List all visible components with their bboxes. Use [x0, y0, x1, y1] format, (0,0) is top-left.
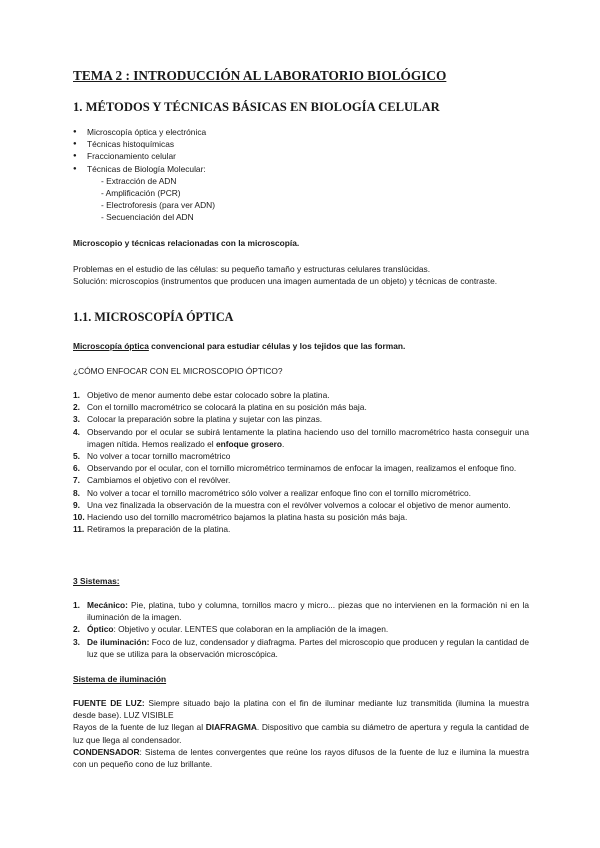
solution-text: Solución: microscopios (instrumentos que producen una imagen aumentada de un objeto) y técnicas de contraste.: [73, 276, 498, 287]
illumination-paragraph: [73, 697, 529, 770]
sub-item: - Secuenciación del ADN: [101, 212, 194, 223]
list-item: 2. Con el tornillo macrométrico se colocará la platina en su posición más baja.: [73, 402, 367, 413]
focus-question: ¿CÓMO ENFOCAR CON EL MICROSCOPIO ÓPTICO?: [73, 366, 283, 376]
list-item: 9. Una vez finalizada la observación de la muestra con el revólver volvemos a colocar el objetivo de menor aumento.: [73, 499, 511, 510]
document-title: TEMA 2 : INTRODUCCIÓN AL LABORATORIO BIOLÓGICO: [73, 68, 447, 83]
problems-text: Problemas en el estudio de las células: su pequeño tamaño y estructuras celulares translúcidas.: [73, 264, 431, 274]
sub-item: - Amplificación (PCR): [101, 188, 181, 199]
list-item: ● Fraccionamiento celular: [73, 150, 529, 162]
systems-list: [73, 599, 529, 660]
list-item: ● Técnicas histoquímicas: [73, 138, 529, 150]
list-item: 10. Haciendo uso del tornillo macrométrico bajamos la platina hasta su posición más baja.: [73, 512, 408, 523]
section-heading-methods: 1. MÉTODOS Y TÉCNICAS BÁSICAS EN BIOLOGÍA CELULAR: [73, 100, 440, 114]
section-heading-optical: 1.1. MICROSCOPÍA ÓPTICA: [73, 310, 234, 324]
microscope-heading: Microscopio y técnicas relacionadas con la microscopía.: [73, 238, 300, 248]
focus-steps-list: [73, 389, 529, 535]
diaphragm-text: Rayos de la fuente de luz llegan al DIAFRAGMA. Dispositivo que cambia su diámetro de apertura y regula la cantidad de luz que llega al condensador.: [73, 722, 529, 745]
optical-microscopy-term: Microscopía óptica: [73, 341, 149, 351]
list-item: 4. Observando por el ocular se subirá lentamente la platina haciendo uso del tornillo macrométrico hasta conseguir una imagen nítida. Hemos realizado el enfoque grosero.: [73, 426, 529, 449]
sub-item: - Extracción de ADN: [101, 175, 177, 186]
list-item: 1. Mecánico: Pie, platina, tubo y columna, tornillos macro y micro... piezas que no intervienen en la formación ni en la iluminación de la imagen.: [73, 600, 529, 623]
list-item: [73, 163, 529, 224]
list-item: 1. Objetivo de menor aumento debe estar colocado sobre la platina.: [73, 390, 330, 400]
list-item: 8. No volver a tocar el tornillo macrométrico sólo volver a realizar enfoque fino con el tornillo micrométrico.: [73, 487, 472, 498]
list-item: 7. Cambiamos el objetivo con el revólver.: [73, 475, 231, 486]
list-item: 2. Óptico: Objetivo y ocular. LENTES que colaboran en la ampliación de la imagen.: [73, 624, 389, 635]
list-item: ● Microscopía óptica y electrónica: [73, 126, 529, 138]
condenser-text: CONDENSADOR: Sistema de lentes convergentes que reúne los rayos difusos de la fuente de luz e ilumina la muestra con un pequeño cono de luz brillante.: [73, 746, 529, 770]
list-item: 11. Retiramos la preparación de la platina.: [73, 524, 231, 535]
sub-item: - Electroforesis (para ver ADN): [101, 200, 216, 211]
list-item: 6. Observando por el ocular, con el tornillo micrométrico terminamos de enfocar la imagen, realizamos el enfoque fino.: [73, 463, 517, 474]
light-source-text: FUENTE DE LUZ: Siempre situado bajo la platina con el fin de iluminar mediante luz transmitida (ilumina la muestra desde base). LUZ VISIBLE: [73, 698, 530, 721]
techniques-list: [73, 126, 529, 224]
list-item-label: Técnicas de Biología Molecular:: [87, 163, 206, 174]
conventional-paragraph: Microscopía óptica convencional para estudiar células y los tejidos que las forman.: [73, 341, 406, 351]
systems-heading: 3 Sistemas:: [73, 576, 120, 586]
sub-list: [87, 175, 529, 224]
illumination-heading: Sistema de iluminación: [73, 674, 167, 684]
list-item: 3. Colocar la preparación sobre la platina y sujetar con las pinzas.: [73, 414, 323, 425]
list-item: 3. De iluminación: Foco de luz, condensador y diafragma. Partes del microscopio que producen y regulan la cantidad de luz que se utiliza para la observación microscópica.: [73, 636, 529, 659]
list-item: 5. No volver a tocar tornillo macrométrico: [73, 451, 231, 462]
problems-paragraph: [73, 263, 529, 287]
